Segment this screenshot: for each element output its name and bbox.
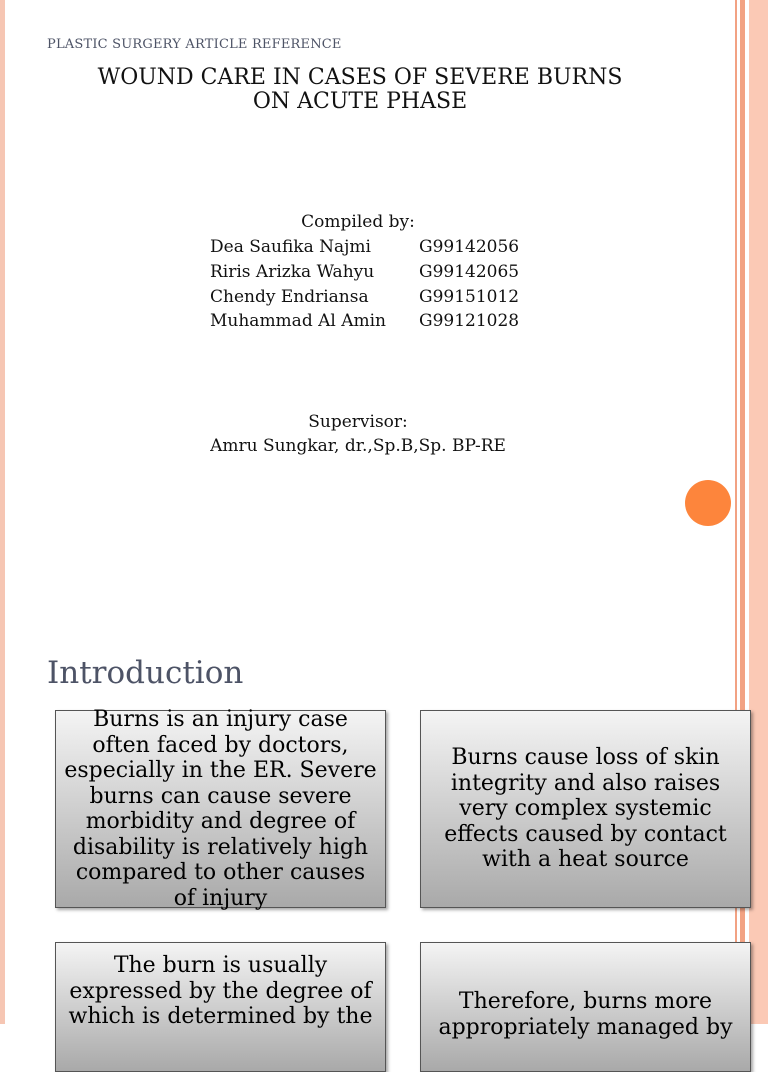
right-border-line-2 [740,0,745,630]
content-box-text: Burns is an injury case often faced by doctors, especially in the ER. Severe burns can cause severe morbidity and degree of disability is relatively high compared to other causes of injury [64,707,377,911]
content-box [55,942,386,1072]
author-id: G99142056 [419,237,520,257]
title-line-1: WOUND CARE IN CASES OF SEVERE BURNS [97,65,623,90]
slide-title [40,66,680,114]
left-border [0,630,5,1024]
author-id: G99121028 [419,311,520,331]
content-box-text: Burns cause loss of skin integrity and also raises very complex systemic effects caused by contact with a heat source [444,745,727,873]
author-id: G99142065 [419,262,520,282]
content-box [420,942,751,1072]
content-box-text: Therefore, burns more appropriately managed by [438,989,733,1040]
title-line-2: ON ACUTE PHASE [252,89,468,114]
author-name: Muhammad Al Amin [210,311,387,331]
content-box-text: The burn is usually expressed by the degree of which is determined by the [68,953,373,1029]
left-border [0,0,5,630]
right-border-line-1 [735,0,737,630]
introduction-slide [0,630,768,1040]
compiled-by-label: Compiled by: [301,212,415,232]
content-box [55,707,386,911]
reference-label: PLASTIC SURGERY ARTICLE REFERENCE [47,37,342,52]
content-box [420,710,751,908]
supervisor-label: Supervisor: [308,412,408,432]
supervisor-name: Amru Sungkar, dr.,Sp.B,Sp. BP-RE [210,436,506,456]
accent-circle-icon [685,480,731,526]
section-heading: Introduction [47,655,244,691]
right-border-band [749,0,768,630]
author-name: Riris Arizka Wahyu [210,262,375,282]
author-name: Chendy Endriansa [210,287,369,307]
author-id: G99151012 [419,287,520,307]
author-name: Dea Saufika Najmi [210,237,371,257]
right-border-band [749,630,768,1024]
